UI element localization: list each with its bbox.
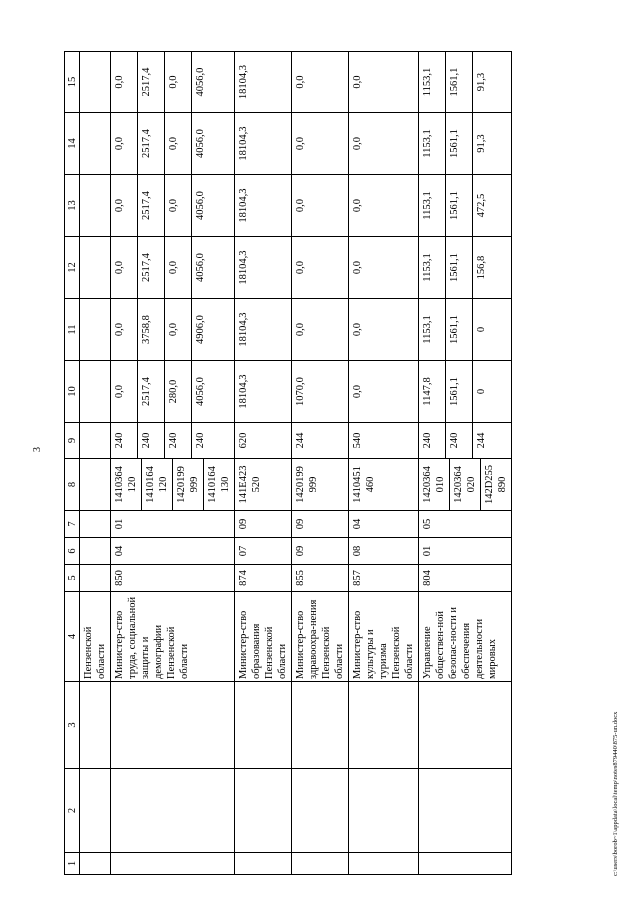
sub-value: 4056,0 [191,52,216,112]
cell-col-9 [292,423,349,459]
cell-col-8 [235,459,292,511]
sub-value: 244 [295,432,306,449]
cell-col-8 [80,459,111,511]
sub-value: 240 [191,423,216,458]
cell-col-2 [80,769,111,853]
sub-value: 244 [472,423,497,458]
cell-col-15 [111,52,235,113]
sub-value: 1153,1 [422,191,433,220]
cell-col-13 [292,175,349,237]
column-header-5: 5 [65,565,80,592]
sub-value: 4056,0 [191,237,216,298]
cell-col-8 [419,459,512,511]
sub-value: 156,8 [472,237,497,298]
sub-value: 1147,8 [422,377,433,406]
cell-col-12 [111,237,235,299]
cell-col-2 [419,769,512,853]
cell-col-8 [111,459,235,511]
budget-table [64,51,512,875]
sub-value: 540 [352,432,363,449]
column-header-1: 1 [65,853,80,875]
cell-col-6: 04 [111,538,235,565]
sub-value: 472,5 [472,175,497,236]
cell-col-3 [111,682,235,769]
sub-value: 0,0 [295,260,306,275]
cell-col-6: 09 [292,538,349,565]
sub-value: 0,0 [114,322,125,337]
column-header-10: 10 [65,361,80,423]
sub-value: 1561,1 [445,113,470,174]
cell-col-9 [111,423,235,459]
sub-value: 91,3 [472,52,497,112]
cell-col-14 [292,113,349,175]
sub-value: 240 [137,423,162,458]
cell-col-11 [80,299,111,361]
column-header-6: 6 [65,538,80,565]
cell-col-2 [111,769,235,853]
cell-col-11 [292,299,349,361]
sub-value: 0,0 [295,136,306,151]
column-header-11: 11 [65,299,80,361]
cell-col-3 [292,682,349,769]
cell-col-9 [419,423,512,459]
cell-col-1 [419,853,512,875]
cell-col-15 [235,52,292,113]
sub-value: 0,0 [295,75,306,89]
sub-value: 2517,4 [137,237,162,298]
organization-name-cell: Министер-ство культуры и туризма Пензенской области [349,592,419,682]
cell-col-15 [80,52,111,113]
cell-col-6: 08 [349,538,419,565]
cell-col-12 [292,237,349,299]
table-row [419,52,512,875]
column-header-8: 8 [65,459,80,511]
sub-value: 1420364 010 [422,466,446,503]
sub-value: 1561,1 [445,175,470,236]
sub-value: 18104,3 [238,374,249,409]
sub-value: 0,0 [352,198,363,213]
cell-col-5: 857 [349,565,419,592]
sub-value: 240 [114,432,125,449]
sub-value: 2517,4 [137,52,162,112]
sub-value: 0,0 [352,322,363,337]
cell-col-13 [111,175,235,237]
sub-value: 1410364 120 [114,466,138,503]
table-row [349,52,419,875]
sub-value: 1410451 460 [352,466,376,503]
organization-name-cell: Управление обществен-ной безопас-ности и обеспечения деятельности мировых [419,592,512,682]
cell-col-12 [349,237,419,299]
table-row [80,52,111,875]
sub-value: 1410164 130 [203,459,232,510]
organization-name-cell: Министер-ство труда, социальной защиты и демографии Пензенской области [111,592,235,682]
sub-value: 18104,3 [238,126,249,161]
organization-name-cell: Министер-ство образования Пензенской области [235,592,292,682]
sub-value: 18104,3 [238,64,249,100]
sub-value: 0 [472,299,497,360]
cell-col-7: 01 [111,511,235,538]
sub-value: 0 [472,361,497,422]
sub-value: 0,0 [295,198,306,213]
cell-col-14 [419,113,512,175]
cell-col-13 [80,175,111,237]
cell-col-13 [235,175,292,237]
rotated-table-container [64,51,606,875]
cell-col-7: 09 [235,511,292,538]
table-header-row [65,52,80,875]
column-header-12: 12 [65,237,80,299]
sub-value: 1153,1 [422,253,433,282]
cell-col-5: 855 [292,565,349,592]
organization-name-cell: Министер-ство здравоохра-нения Пензенской области [292,592,349,682]
cell-col-10 [235,361,292,423]
sub-value: 4056,0 [191,113,216,174]
sub-value: 2517,4 [137,361,162,422]
sub-value: 0,0 [352,75,363,89]
sub-value: 0,0 [114,75,125,89]
cell-col-5: 850 [111,565,235,592]
sub-value: 18104,3 [238,250,249,285]
cell-col-10 [419,361,512,423]
sub-value: 1153,1 [422,67,433,97]
sub-value: 1410164 120 [141,459,170,510]
cell-col-7: 09 [292,511,349,538]
cell-col-5 [80,565,111,592]
sub-value: 620 [238,432,249,449]
sub-value: 0,0 [164,175,189,236]
cell-col-11 [349,299,419,361]
cell-col-14 [235,113,292,175]
sub-value: 0,0 [352,136,363,151]
cell-col-9 [349,423,419,459]
cell-col-3 [80,682,111,769]
cell-col-3 [235,682,292,769]
sub-value: 91,3 [472,113,497,174]
cell-col-3 [349,682,419,769]
cell-col-5: 874 [235,565,292,592]
cell-col-12 [235,237,292,299]
table-row [111,52,235,875]
sub-value: 18104,3 [238,312,249,347]
cell-col-13 [419,175,512,237]
sub-value: 0,0 [295,322,306,337]
cell-col-14 [111,113,235,175]
column-header-15: 15 [65,52,80,113]
sub-value: 4906,0 [191,299,216,360]
cell-col-7: 04 [349,511,419,538]
sub-value: 240 [164,423,189,458]
sub-value: 1561,1 [445,237,470,298]
sub-value: 4056,0 [191,361,216,422]
cell-col-11 [235,299,292,361]
sub-value: 0,0 [164,237,189,298]
cell-col-1 [349,853,419,875]
table-row [235,52,292,875]
table-body [80,52,512,875]
sub-value: 0,0 [164,113,189,174]
cell-col-12 [80,237,111,299]
cell-col-1 [80,853,111,875]
sub-value: 1561,1 [445,52,470,112]
table-row [292,52,349,875]
sub-value: 4056,0 [191,175,216,236]
cell-col-9 [80,423,111,459]
cell-col-6 [80,538,111,565]
sub-value: 1153,1 [422,129,433,158]
cell-col-11 [419,299,512,361]
page-number: 3 [32,447,43,452]
cell-col-7: 05 [419,511,512,538]
sub-value: 2517,4 [137,113,162,174]
cell-col-1 [235,853,292,875]
cell-col-2 [235,769,292,853]
sub-value: 0,0 [114,384,125,399]
cell-col-1 [111,853,235,875]
sub-value: 1561,1 [445,361,470,422]
sub-value: 1070,0 [295,377,306,406]
cell-col-2 [349,769,419,853]
cell-col-8 [292,459,349,511]
column-header-2: 2 [65,769,80,853]
cell-col-15 [349,52,419,113]
cell-col-9 [235,423,292,459]
sub-value: 280,0 [164,361,189,422]
sub-value: 0,0 [114,260,125,275]
cell-col-12 [419,237,512,299]
column-header-7: 7 [65,511,80,538]
sub-value: 240 [422,432,433,449]
sub-value: 0,0 [164,299,189,360]
sub-value: 18104,3 [238,188,249,223]
footer-file-path: c:\users\borob~1\appdata\local\temp\notes879440\875-un.docx [612,711,619,876]
sub-value: 142D255 890 [480,459,509,510]
cell-col-10 [292,361,349,423]
organization-name-cell: Пензенской области [80,592,111,682]
cell-col-10 [111,361,235,423]
cell-col-13 [349,175,419,237]
sub-value: 0,0 [114,198,125,213]
sub-value: 141Е423 520 [238,465,262,504]
sub-value: 0,0 [352,260,363,275]
cell-col-3 [419,682,512,769]
sub-value: 0,0 [352,384,363,399]
cell-col-10 [349,361,419,423]
cell-col-15 [419,52,512,113]
cell-col-15 [292,52,349,113]
cell-col-14 [80,113,111,175]
cell-col-5: 804 [419,565,512,592]
column-header-4: 4 [65,592,80,682]
cell-col-11 [111,299,235,361]
column-header-9: 9 [65,423,80,459]
sub-value: 1420199 999 [172,459,201,510]
sub-value: 0,0 [114,136,125,151]
cell-col-6: 07 [235,538,292,565]
cell-col-1 [292,853,349,875]
column-header-3: 3 [65,682,80,769]
sub-value: 3758,8 [137,299,162,360]
cell-col-8 [349,459,419,511]
sub-value: 240 [445,423,470,458]
sub-value: 1420199 999 [295,466,319,503]
column-header-13: 13 [65,175,80,237]
cell-col-10 [80,361,111,423]
sub-value: 1561,1 [445,299,470,360]
column-header-14: 14 [65,113,80,175]
sub-value: 2517,4 [137,175,162,236]
cell-col-2 [292,769,349,853]
sub-value: 0,0 [164,52,189,112]
sub-value: 1420364 020 [449,459,478,510]
cell-col-6: 01 [419,538,512,565]
cell-col-7 [80,511,111,538]
sub-value: 1153,1 [422,315,433,344]
cell-col-14 [349,113,419,175]
